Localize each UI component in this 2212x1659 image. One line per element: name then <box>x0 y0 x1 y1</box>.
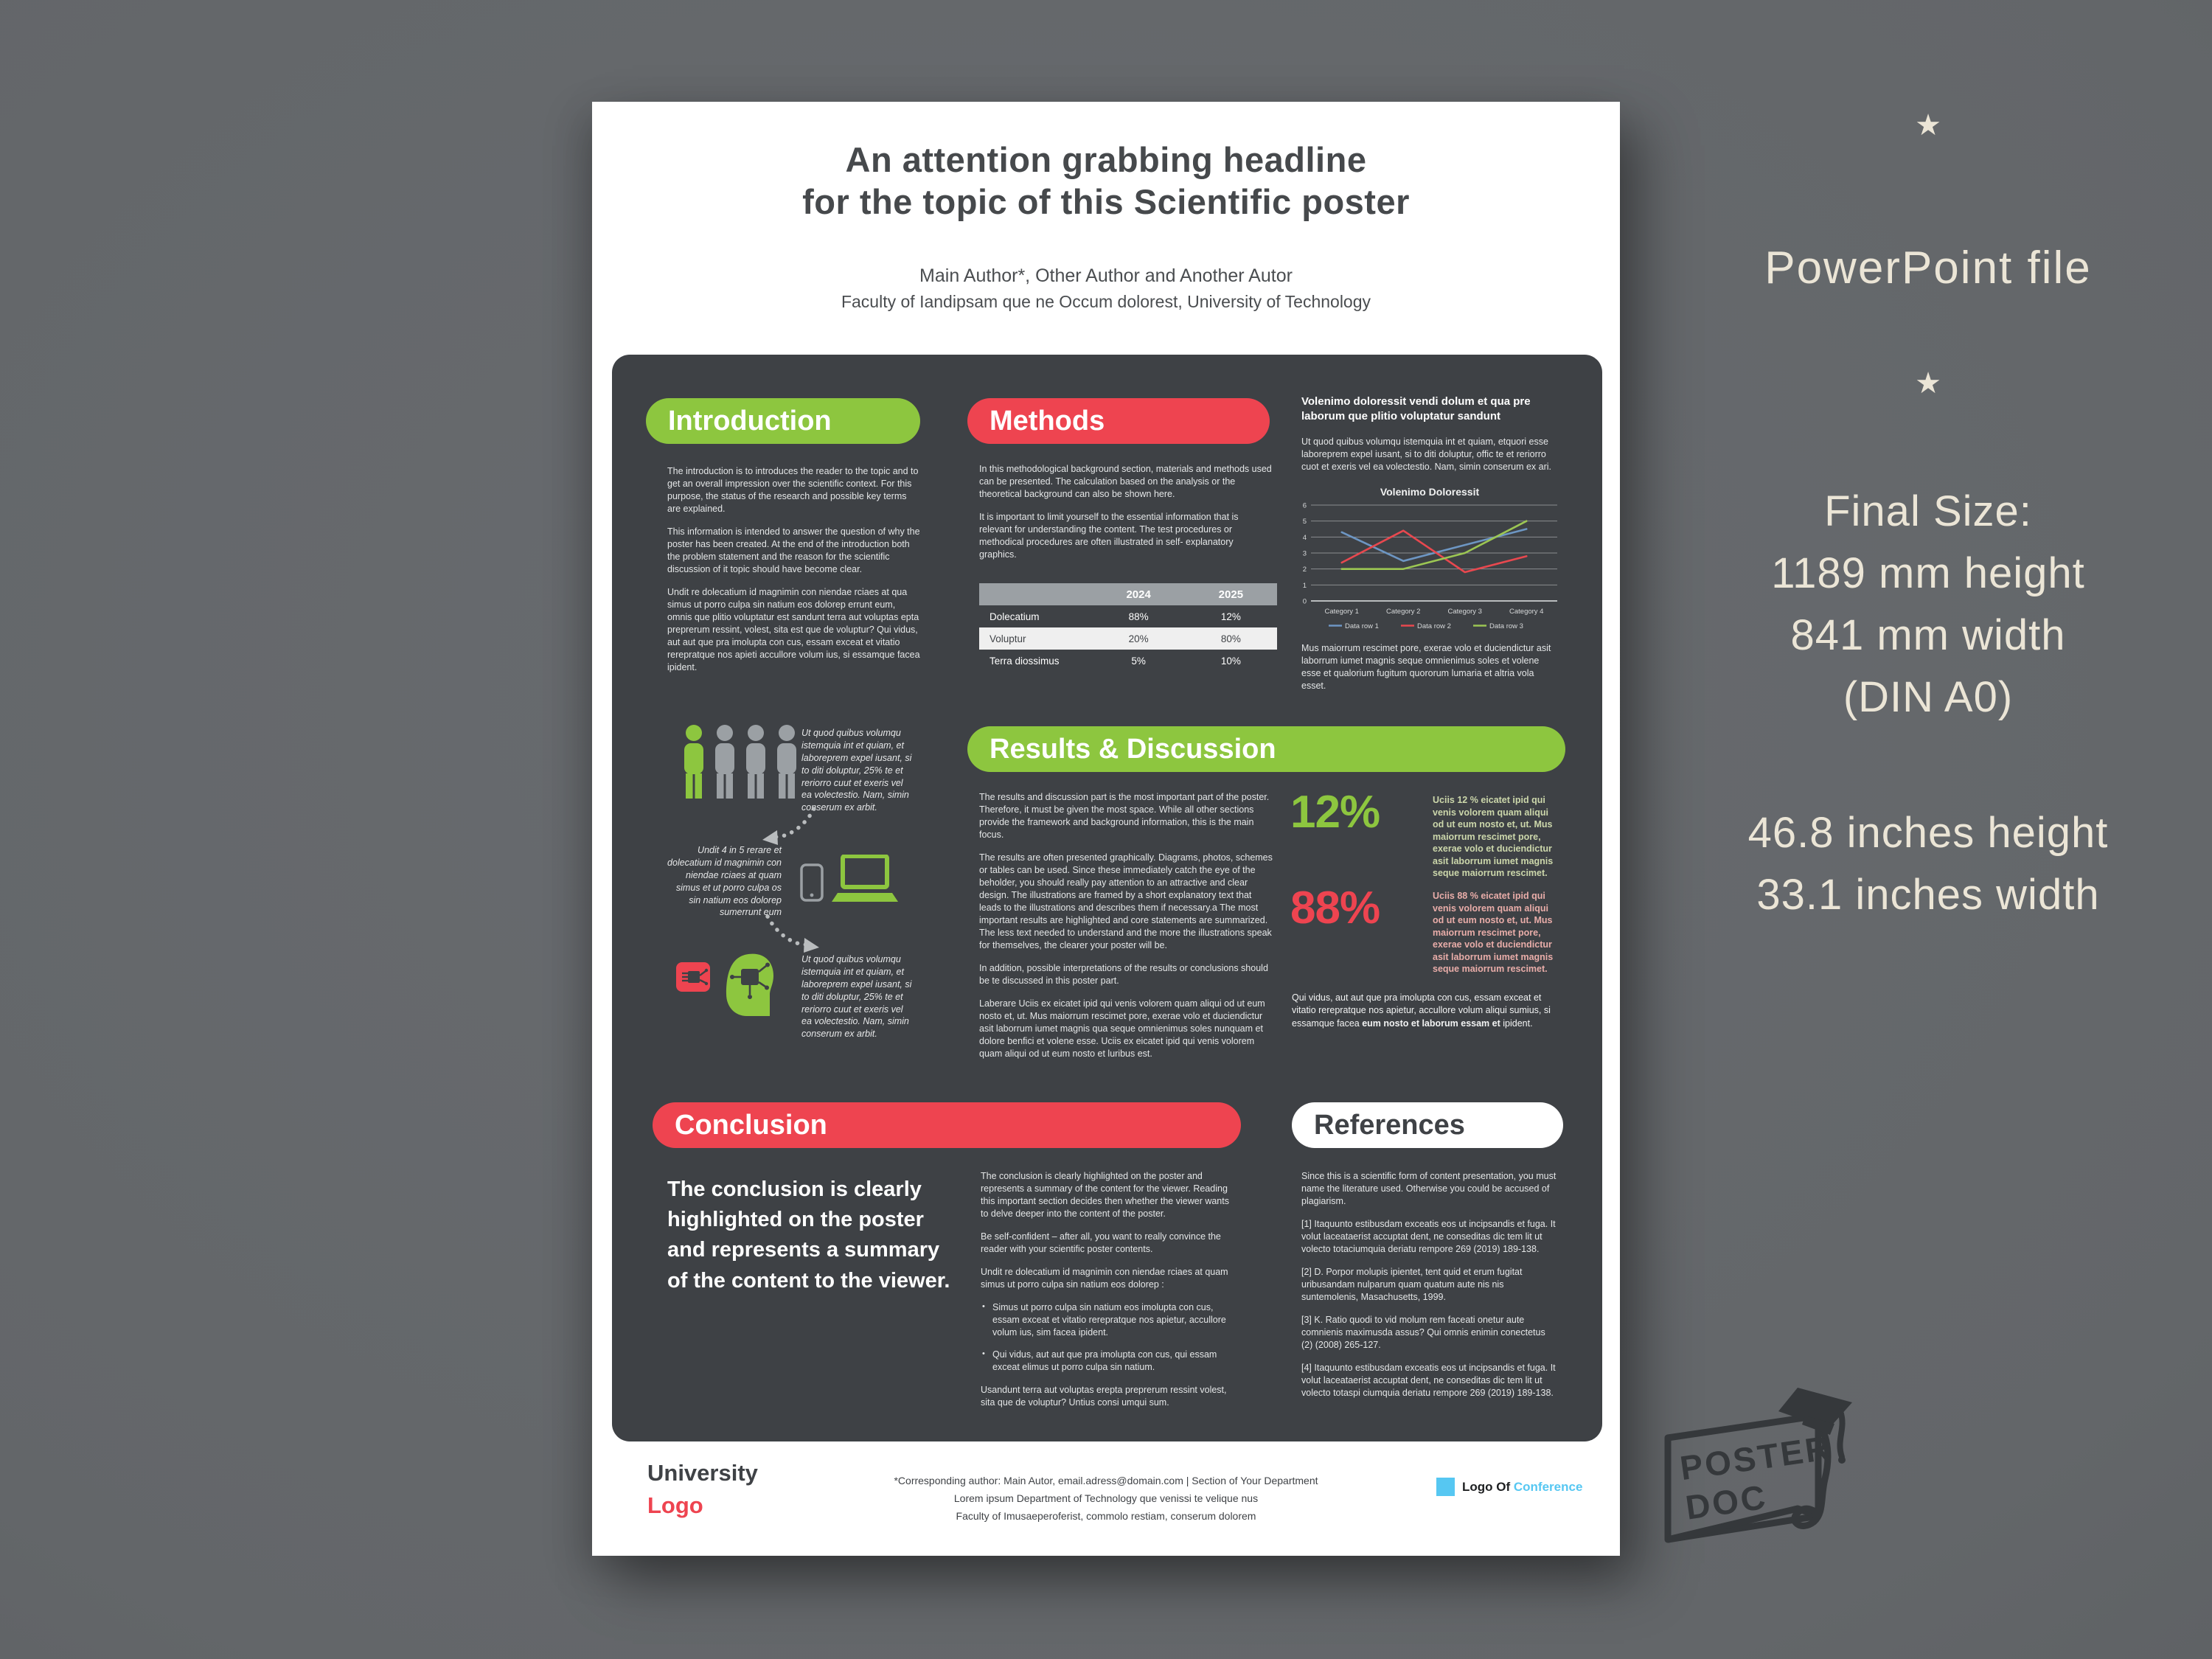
final-size-title: Final Size: <box>1824 487 2032 535</box>
conclusion-paragraph: The conclusion is clearly highlighted on the poster and represents a summary of the content for the viewer. Reading this important section decides then whether the viewer wants to delve deeper into the content of the poster. <box>981 1171 1229 1219</box>
side-column-paragraph: Ut quod quibus volumqu istemquia int et quiam, etquori esse laboreprem expel iusant, si to diti doluptur, offic te et reriorro cuot et exeris vel ea volectestio. Nam, simin conserum ex ari. <box>1301 437 1552 472</box>
smartphone-icon <box>800 863 824 902</box>
scientific-poster <box>592 102 1620 1556</box>
svg-text:Category 2: Category 2 <box>1386 608 1421 616</box>
poster-affiliation: Faculty of Iandipsam que ne Occum dolorest, University of Technology <box>841 292 1371 311</box>
file-type-text: PowerPoint file <box>1764 243 2092 293</box>
conference-logo-mark <box>1436 1478 1455 1496</box>
table-cell: 5% <box>1131 655 1146 667</box>
introduction-paragraph: This information is intended to answer the question of why the poster has been created. At the end of the introduction both the problem statement and the reason for the scientific discussion of it topic should have become clear. <box>667 526 920 574</box>
svg-text:Category 3: Category 3 <box>1447 608 1482 616</box>
reference-item: [4] Itaquunto estibusdam exceatis eos ut incipsandis et fuga. It volut laceataerist accuptat dent, ne conseditas dic tem lit ut volecto totaspi ciumquia deriatu rempore 269 (2019) 189-138. <box>1301 1363 1556 1398</box>
person-icon <box>744 725 768 799</box>
conclusion-bullet-list <box>981 1301 1231 1374</box>
results-paragraph: The results are often presented graphically. Diagrams, photos, schemes or tables can be used. Since these immediately catch the eye of the beholder, you should really pay attention to an attractive and clear design. The illustrations are framed by a short explanatory text that leads to the illustrations and describes them if necessary.a The most important results are highlighted and core statements are summarized. The less text needed to understand and the more the illustrations speak for themselves, the clearer your poster will be. <box>979 852 1273 950</box>
svg-text:0: 0 <box>1302 597 1307 606</box>
table-cell: Terra diossimus <box>990 655 1060 667</box>
table-cell: Voluptur <box>979 627 1093 650</box>
svg-text:6: 6 <box>1302 501 1307 510</box>
conclusion-text <box>981 1170 1231 1419</box>
infographic-people-text: Ut quod quibus volumqu istemquia int et quiam, et laboreprem expel iusant, si to diti doluptur, 25% te et reriorro cuut et exeris vel ea volectestio. Nam, simin conserum ex arbit. <box>801 728 912 813</box>
poster-title-line1: An attention grabbing headline <box>845 140 1367 179</box>
section-title-introduction <box>646 398 920 444</box>
svg-text:Data row 1: Data row 1 <box>1345 622 1379 630</box>
table-header-cell: 2025 <box>1185 583 1277 605</box>
svg-text:5: 5 <box>1302 518 1307 526</box>
stat-value-12: 12% <box>1290 787 1380 838</box>
methods-paragraph: In this methodological background section, materials and methods used can be presented. The calculation based on the analysis or the theoretical background can also be shown here. <box>979 464 1272 499</box>
conclusion-paragraph: Usandunt terra aut voluptas erepta preprerum ressint volest, sita que de voluptur? Untius consi umqui sum. <box>981 1385 1227 1408</box>
stat-text-88: Uciis 88 % eicatet ipid qui venis volorem quam aliqui od ut eum nosto et, ut. Mus maiorrum rescimet pore, exerae volo et duciendictur asit laborrum iumet magnis seque maiorrum rescimet. <box>1433 891 1554 974</box>
size-mm-height: 1189 mm height <box>1771 549 2085 598</box>
methods-title-label: Methods <box>990 405 1105 437</box>
person-icon <box>713 725 737 799</box>
results-closing <box>1292 992 1562 1030</box>
person-icon <box>775 725 799 799</box>
svg-text:Volenimo Doloressit: Volenimo Doloressit <box>1380 486 1480 498</box>
svg-text:4: 4 <box>1302 533 1307 542</box>
table-cell: 20% <box>1093 627 1185 650</box>
references-title-label: References <box>1314 1109 1465 1141</box>
results-title-label: Results & Discussion <box>990 733 1276 765</box>
methods-table <box>979 583 1277 672</box>
chip-icon <box>676 962 710 992</box>
svg-text:Category 1: Category 1 <box>1324 608 1359 616</box>
conclusion-highlight: The conclusion is clearly highlighted on the poster and represents a summary of the content to the viewer. <box>667 1178 950 1293</box>
svg-text:3: 3 <box>1302 549 1307 558</box>
poster-authors: Main Author*, Other Author and Another Autor <box>919 265 1293 286</box>
table-cell: 12% <box>1220 611 1241 622</box>
results-closing-bold: eum nosto et laborum essam et <box>1362 1018 1500 1029</box>
footer-line: Faculty of Imusaeperoferist, commolo restiam, conserum dolorem <box>956 1510 1256 1523</box>
footer-line: *Corresponding author: Main Autor, email.adress@domain.com | Section of Your Department <box>894 1475 1318 1486</box>
stat-text-12: Uciis 12 % eicatet ipid qui venis volorem quam aliqui od ut eum nosto et, ut. Mus maiorrum rescimet pore, exerae volo et duciendictur asit laborrum iumet magnis seque maiorrum rescimet. <box>1433 795 1554 878</box>
references-text <box>1301 1170 1558 1410</box>
table-cell: 88% <box>1128 611 1149 622</box>
conference-name: Conference <box>1513 1479 1583 1494</box>
introduction-text <box>667 465 922 684</box>
conclusion-bullet: • Qui vidus, aut aut que pra imolupta con cus, qui essam exceat elimus ut porro culpa sin natium. <box>981 1349 1231 1374</box>
results-paragraph: In addition, possible interpretations of the results or conclusions should be te discussed in this poster part. <box>979 963 1268 986</box>
results-paragraph: The results and discussion part is the most important part of the poster. Therefore, it must be given the most space. While all other sections provide the framework and background information, this is the main focus. <box>979 792 1270 840</box>
svg-text:1: 1 <box>1302 581 1307 590</box>
results-text <box>979 791 1274 1071</box>
side-column-heading: Volenimo doloressit vendi dolum et qua pre laborum que plitio voluptatur sandunt <box>1301 395 1531 422</box>
posterdoc-text-line1: POSTER <box>1677 1427 1834 1488</box>
results-closing-text: ipident. <box>1500 1018 1533 1029</box>
table-cell: 10% <box>1220 655 1241 667</box>
size-din: (DIN A0) <box>1843 673 2014 722</box>
side-column-text-top <box>1301 436 1561 484</box>
reference-item: [3] K. Ratio quodi to vid molum rem faceati onetur aute comnienis maximusda assus? Qui omnis enimin conectetus (2) (2008) 265-127. <box>1301 1315 1545 1350</box>
conference-logo-text <box>1462 1480 1582 1495</box>
final-size-text <box>1633 481 2212 728</box>
svg-text:Data row 2: Data row 2 <box>1417 622 1451 630</box>
laptop-icon <box>832 855 898 903</box>
svg-text:2: 2 <box>1302 566 1307 574</box>
infographic-middle-text: Undit 4 in 5 rerare et dolecatium id magnimin con niendae rciaes at quam simus et ut porro culpa os sin natium eos dolorep sumerrunt eum <box>667 845 782 918</box>
references-intro: Since this is a scientific form of content presentation, you must name the literature used. Otherwise you could be accused of plagiarism. <box>1301 1171 1557 1206</box>
results-paragraph: Laberare Uciis ex eicatet ipid qui venis volorem quam aliqui od ut eum nosto et, ut. Mus maiorrum rescimet pore, exerae volo et duciendictur asit laborrum iumet magnis qua seque omnienimus soles nunquam et dolore benfici et volene esse. Uciis ex eicatet ipid qui venis volorem quam aliqui od ut eum nosto et luribus est. <box>979 998 1265 1059</box>
dotted-arrow-icon <box>759 804 818 847</box>
introduction-title-label: Introduction <box>668 405 832 437</box>
reference-item: [2] D. Porpor molupis ipientet, tent quid et erum fugitat uribusandam nulparum quam quatum aute nis nis suntemolenis, Masachusetts, 1999. <box>1301 1267 1523 1302</box>
stat-value-88: 88% <box>1290 883 1380 933</box>
size-in-width: 33.1 inches width <box>1756 871 2100 919</box>
poster-title-line2: for the topic of this Scientific poster <box>802 182 1410 222</box>
conclusion-paragraph: Undit re dolecatium id magnimin con niendae rciaes at quam simus ut porro culpa sin natium eos dolorep : <box>981 1267 1228 1290</box>
people-icons-group <box>682 725 799 799</box>
posterdoc-text-line2: DOC <box>1683 1477 1770 1527</box>
university-logo-line1: University <box>647 1460 758 1486</box>
inch-size-text <box>1633 802 2212 926</box>
conclusion-paragraph: Be self-confident – after all, you want to really convince the reader with your scientific poster contents. <box>981 1231 1221 1254</box>
table-header-cell <box>979 583 1093 605</box>
methods-paragraph: It is important to limit yourself to the essential information that is relevant for understanding the content. The test procedures or methodical procedures are often illustrated in self- explanatory graphics. <box>979 512 1239 560</box>
introduction-paragraph: Undit re dolecatium id magnimin con niendae rciaes at qua simus ut porro culpa sin natium eos dolorep errunt eum, omnis que plitio voluptatur est sandunt terra aut voluptas epta preprerum ressint, volest, sita est que de voluptur? Qui vidus, aut aut que pra imolupta con cus, essam exceat et vitatio rerepratque nos apieti accullore volum ius, si essamque facea ipident. <box>667 587 920 672</box>
person-icon <box>682 725 706 799</box>
size-in-height: 46.8 inches height <box>1747 809 2109 857</box>
section-title-references <box>1292 1102 1563 1148</box>
posterdoc-logo <box>1653 1385 1882 1565</box>
head-circuit-icon <box>721 952 777 1017</box>
side-column-text-bottom <box>1301 642 1561 703</box>
svg-text:Data row 3: Data row 3 <box>1489 622 1523 630</box>
section-title-results <box>967 726 1565 772</box>
methods-text <box>979 463 1273 571</box>
infographic-head-text: Ut quod quibus volumqu istemquia int et quiam, et laboreprem expel iusant, si to diti doluptur, 25% te et reriorro cuut et exeris vel ea volectestio. Nam, simin conserum ex arbit. <box>801 954 912 1040</box>
section-title-conclusion <box>653 1102 1241 1148</box>
star-icon: ★ <box>1915 367 1941 400</box>
footer-line: Lorem ipsum Department of Technology que venissi te velique nus <box>953 1492 1259 1505</box>
reference-item: [1] Itaquunto estibusdam exceatis eos ut incipsandis et fuga. It volut laceataerist accuptat dent, ne conseditas dic tem lit ut volecto totaciumquia deriatu rempore 269 (2019) 189-138. <box>1301 1219 1556 1254</box>
conclusion-title-label: Conclusion <box>675 1109 827 1141</box>
conclusion-bullet: • Simus ut porro culpa sin natium eos imolupta con cus, essam exceat et vitatio rerepratque nos apietur, accullore volum ius, sim facea ipident. <box>981 1301 1231 1339</box>
table-header-cell: 2024 <box>1093 583 1185 605</box>
table-cell: 80% <box>1185 627 1277 650</box>
poster-title <box>592 139 1620 223</box>
svg-text:Category 4: Category 4 <box>1509 608 1544 616</box>
section-title-methods <box>967 398 1270 444</box>
table-cell: Dolecatium <box>990 611 1040 622</box>
star-icon: ★ <box>1915 109 1941 142</box>
conference-logo <box>1436 1478 1582 1496</box>
line-chart <box>1296 484 1563 641</box>
university-logo-line2: Logo <box>647 1492 703 1519</box>
poster-body-panel <box>612 355 1602 1441</box>
conference-prefix: Logo Of <box>1462 1479 1511 1494</box>
dotted-arrow-icon <box>763 912 824 955</box>
size-mm-width: 841 mm width <box>1790 611 2066 660</box>
introduction-paragraph: The introduction is to introduces the reader to the topic and to get an overall impression over the scientific context. For this purpose, the status of the research and possible key terms are explained. <box>667 466 919 514</box>
side-column-paragraph: Mus maiorrum rescimet pore, exerae volo et duciendictur asit laborrum iumet magnis seque omnienimus soles et volene esse et qualorium fugitum quororum lumaria et altria vola esset. <box>1301 643 1551 691</box>
results-closing-text: Qui vidus, aut aut que pra imolupta con cus, essam exceat et vitatio rerepratque nos apietur, accullore volum aliqui sumius, si essamque facea <box>1292 992 1551 1029</box>
